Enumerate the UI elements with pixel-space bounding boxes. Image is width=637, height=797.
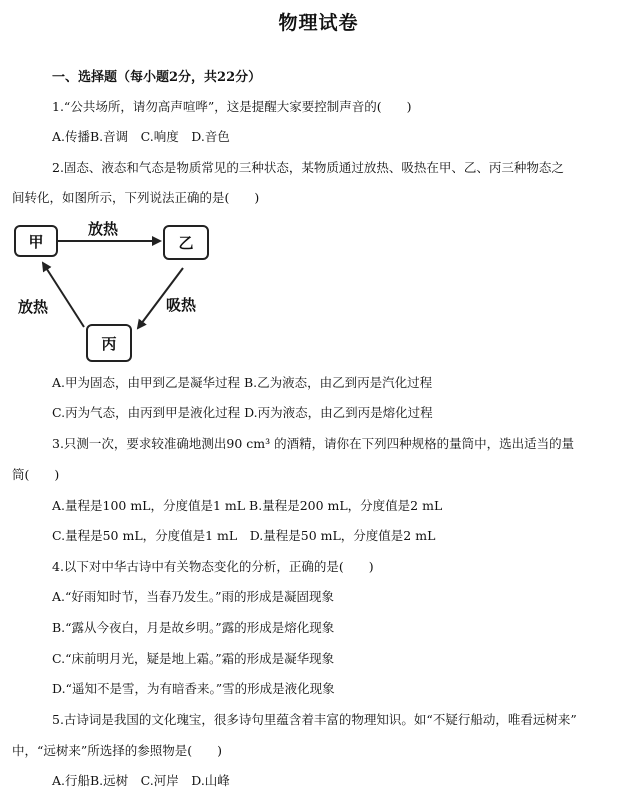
q3-stem-line2: 筒( )	[12, 467, 60, 482]
q4-option-b: B.“露从今夜白，月是故乡明。”露的形成是熔化现象	[52, 620, 335, 635]
q1-options: A.传播B.音调 C.响度 D.音色	[52, 129, 230, 144]
label-a-to-b: 放热	[88, 220, 119, 238]
q2-options-line1: A.甲为固态，由甲到乙是凝华过程 B.乙为液态，由乙到丙是汽化过程	[52, 375, 433, 390]
q4-option-a: A.“好雨知时节，当春乃发生。”雨的形成是凝固现象	[52, 589, 335, 604]
q1-stem: 1.“公共场所，请勿高声喧哗”，这是提醒大家要控制声音的( )	[52, 99, 412, 114]
q4-option-c: C.“床前明月光，疑是地上霜。”霜的形成是凝华现象	[52, 651, 335, 666]
node-jia: 甲	[14, 225, 58, 257]
q5-stem-line2: 中，“远树来”所选择的参照物是( )	[12, 743, 223, 758]
label-b-to-c: 吸热	[166, 296, 197, 314]
node-yi: 乙	[163, 225, 209, 260]
q5-options: A.行船B.远树 C.河岸 D.山峰	[52, 773, 230, 788]
section-heading: 一、选择题（每小题2分，共22分）	[52, 70, 262, 85]
q3-options-line1: A.量程是100 mL，分度值是1 mL B.量程是200 mL，分度值是2 mL	[52, 498, 443, 513]
q2-stem-line2: 间转化，如图所示，下列说法正确的是( )	[12, 190, 260, 205]
label-c-to-a: 放热	[18, 298, 49, 316]
q4-stem: 4.以下对中华古诗中有关物态变化的分析，正确的是( )	[52, 559, 374, 574]
q5-stem-line1: 5.古诗词是我国的文化瑰宝，很多诗句里蕴含着丰富的物理知识。如“不疑行船动，唯看远树来”	[52, 712, 577, 727]
node-bing: 丙	[86, 324, 132, 362]
q3-stem-line1: 3.只测一次，要求较准确地测出90 cm³ 的酒精，请你在下列四种规格的量筒中，选出适当的量	[52, 436, 575, 451]
q2-options-line2: C.丙为气态，由丙到甲是液化过程 D.丙为液态，由乙到丙是熔化过程	[52, 405, 433, 420]
page-title: 物理试卷	[278, 12, 359, 34]
arrow-c-to-a	[43, 263, 84, 327]
q4-option-d: D.“遥知不是雪，为有暗香来。”雪的形成是液化现象	[52, 681, 335, 696]
q2-stem-line1: 2.固态、液态和气态是物质常见的三种状态，某物质通过放热、吸热在甲、乙、丙三种物态之	[52, 160, 564, 175]
q3-options-line2: C.量程是50 mL，分度值是1 mL D.量程是50 mL，分度值是2 mL	[52, 528, 436, 543]
